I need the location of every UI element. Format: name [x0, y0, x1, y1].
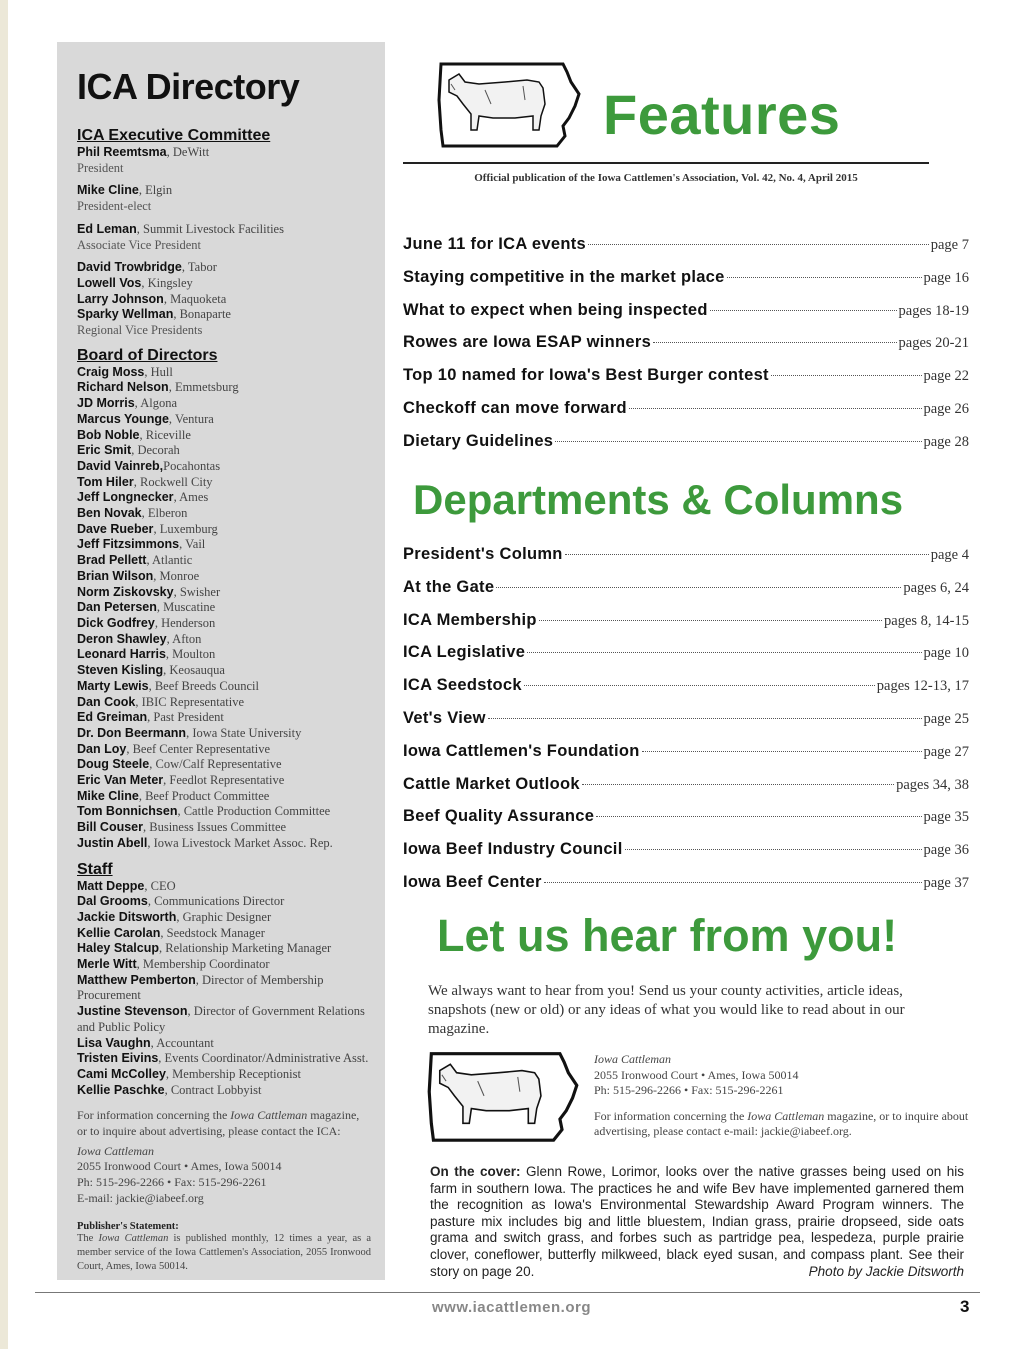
board-member-detail: , Decorah — [131, 443, 180, 458]
regional-vp — [77, 292, 371, 308]
board-member-name: Justin Abell — [77, 835, 148, 850]
board-member-detail: , Iowa State University — [186, 725, 302, 740]
board-member — [77, 365, 371, 381]
board-member-name: Craig Moss — [77, 364, 145, 379]
board-member-detail: , Rockwell City — [133, 474, 213, 489]
hear-from-you-text: We always want to hear from you! Send us your county activities, article ideas, snapshots (new or old) or any ideas of what you would like to read about in our magazine. — [428, 983, 905, 1037]
department-toc-row[interactable] — [403, 676, 969, 698]
regional-vp-name: David Trowbridge — [77, 260, 182, 275]
board-member-detail: , Iowa Livestock Market Assoc. Rep. — [147, 835, 333, 850]
feature-toc-row-page: pages 20-21 — [898, 335, 969, 352]
board-member — [77, 616, 371, 632]
staff-member — [77, 1004, 371, 1035]
feature-toc-row-page: pages 18-19 — [898, 302, 969, 319]
staff-member — [77, 1067, 371, 1083]
staff-member — [77, 1036, 371, 1052]
board-member-detail: , Keosauqua — [163, 663, 225, 678]
staff-member-name: Merle Witt — [77, 957, 137, 972]
feature-toc-row[interactable] — [403, 366, 969, 388]
board-member-name: Dave Rueber — [77, 521, 154, 536]
board-member-detail: , Beef Center Representative — [126, 741, 271, 756]
feature-toc-row-title: Top 10 named for Iowa's Best Burger contest — [403, 366, 769, 385]
board-member — [77, 695, 371, 711]
cover-label: On the cover: — [430, 1164, 521, 1179]
board-member-name: Eric Van Meter — [77, 773, 164, 788]
department-toc-row-title: ICA Seedstock — [403, 676, 522, 695]
department-toc-row[interactable] — [403, 807, 969, 829]
board-member-name: Dan Loy — [77, 741, 127, 756]
dot-leader — [588, 244, 929, 245]
board-member — [77, 537, 371, 553]
board-member-name: Tom Bonnichsen — [77, 804, 178, 819]
board-member — [77, 490, 371, 506]
dot-leader — [625, 849, 922, 850]
department-toc-row[interactable] — [403, 840, 969, 862]
staff-member-name: Dal Grooms — [77, 894, 148, 909]
executive-member — [77, 222, 371, 253]
page-number: 3 — [960, 1297, 970, 1316]
staff-member-name: Kellie Paschke — [77, 1082, 165, 1097]
staff-member-detail: , CEO — [144, 878, 176, 893]
staff-member-name: Matt Deppe — [77, 878, 145, 893]
dot-leader — [544, 882, 922, 883]
board-member-detail: , Cow/Calf Representative — [149, 757, 282, 772]
staff-member-detail: , Director of Government Relations and Public Policy — [77, 1004, 365, 1034]
staff-member-name: Jackie Ditsworth — [77, 909, 177, 924]
departments-title: Departments & Columns — [413, 476, 904, 523]
feature-toc-row[interactable] — [403, 301, 969, 323]
board-member — [77, 553, 371, 569]
dot-leader — [488, 718, 922, 719]
board-member — [77, 443, 371, 459]
board-member — [77, 396, 371, 412]
feature-toc-row-page: page 22 — [923, 368, 969, 385]
magazine-phone: Ph: 515-296-2266 • Fax: 515-296-2261 — [594, 1083, 784, 1097]
dot-leader — [524, 685, 875, 686]
executive-member — [77, 183, 371, 214]
board-member-name: Brad Pellett — [77, 553, 147, 568]
ica-directory-sidebar — [57, 42, 385, 1280]
board-member-detail: , Henderson — [154, 615, 216, 630]
staff-member-name: Cami McColley — [77, 1066, 166, 1081]
board-member — [77, 380, 371, 396]
board-member-detail: , Vail — [179, 537, 206, 552]
executive-member-name: Mike Cline — [77, 183, 139, 198]
board-member-detail: , Past President — [147, 710, 224, 725]
executive-member — [77, 145, 371, 176]
department-toc-row-title: Iowa Cattlemen's Foundation — [403, 741, 640, 760]
board-member-detail: , Monroe — [153, 568, 200, 583]
executive-member-name: Ed Leman — [77, 221, 137, 236]
department-toc-row-title: Vet's View — [403, 709, 486, 727]
board-member-detail: , Ames — [173, 490, 209, 505]
directory-title: ICA Directory — [77, 66, 300, 107]
department-toc-row-title: ICA Membership — [403, 610, 537, 629]
staff-member-name: Tristen Eivins — [77, 1051, 159, 1066]
footer-rule — [35, 1292, 980, 1293]
department-toc-row-page: page 27 — [923, 743, 969, 760]
board-member-detail: , Emmetsburg — [168, 380, 239, 395]
board-member-name: Eric Smit — [77, 443, 132, 458]
department-toc-row-title: Cattle Market Outlook — [403, 774, 580, 793]
page-edge-strip — [0, 0, 8, 1349]
board-member-name: Marty Lewis — [77, 678, 149, 693]
board-member-name: Doug Steele — [77, 757, 150, 772]
board-member-detail: , Luxemburg — [153, 521, 218, 536]
staff-member-name: Haley Stalcup — [77, 941, 159, 956]
feature-toc-row-title: Staying competitive in the market place — [403, 267, 725, 286]
official-publication-line: Official publication of the Iowa Cattlemen's Association, Vol. 42, No. 4, April 2015 — [474, 172, 858, 184]
board-member — [77, 647, 371, 663]
board-member — [77, 459, 371, 475]
regional-vp-detail: , Tabor — [181, 260, 217, 275]
board-member-name: David Vainreb, — [77, 458, 164, 473]
department-toc-row-title: At the Gate — [403, 577, 495, 596]
staff-member-detail: , Director of Membership Procurement — [77, 972, 324, 1003]
board-member — [77, 820, 371, 836]
iowa-cattle-logo-small-icon — [425, 1044, 581, 1152]
executive-member-detail: , Summit Livestock Facilities — [136, 221, 284, 236]
board-member-name: Marcus Younge — [77, 411, 169, 426]
feature-toc-row-title: Checkoff can move forward — [403, 399, 627, 417]
board-member-detail: , Feedlot Representative — [163, 773, 285, 788]
staff-member-detail: , Membership Coordinator — [136, 957, 270, 972]
regional-vp — [77, 260, 371, 276]
department-toc-row-page: page 10 — [923, 645, 969, 662]
board-member — [77, 412, 371, 428]
staff-member — [77, 1083, 371, 1099]
department-toc-row-page: pages 34, 38 — [896, 776, 969, 793]
staff-member — [77, 910, 371, 926]
board-member-name: Richard Nelson — [77, 380, 169, 395]
board-member-name: Bob Noble — [77, 427, 140, 442]
board-member — [77, 632, 371, 648]
board-member — [77, 710, 371, 726]
dot-leader — [496, 587, 901, 588]
staff-member-name: Lisa Vaughn — [77, 1035, 151, 1050]
board-member-name: Dick Godfrey — [77, 615, 155, 630]
staff-heading: Staff — [77, 860, 113, 878]
board-member — [77, 789, 371, 805]
staff-member — [77, 973, 371, 1004]
department-toc-row-title: Beef Quality Assurance — [403, 807, 595, 826]
feature-toc-row-page: page 28 — [923, 433, 969, 450]
dot-leader — [555, 441, 921, 442]
feature-toc-row-page: page 7 — [930, 237, 969, 253]
publisher-statement-heading: Publisher's Statement: — [77, 1220, 179, 1232]
board-member — [77, 663, 371, 679]
department-toc-row[interactable] — [403, 578, 969, 600]
regional-vp — [77, 307, 371, 323]
executive-committee-list — [77, 145, 371, 253]
staff-member-name: Kellie Carolan — [77, 925, 161, 940]
board-member-name: Dan Cook — [77, 694, 136, 709]
staff-member-detail: , Accountant — [150, 1035, 214, 1050]
dot-leader — [653, 342, 896, 343]
dot-leader — [771, 375, 922, 376]
executive-member-role: President — [77, 160, 124, 175]
executive-member-role: Associate Vice President — [77, 237, 201, 252]
executive-committee-heading: ICA Executive Committee — [77, 127, 271, 144]
feature-toc-row-title: Dietary Guidelines — [403, 431, 554, 450]
board-of-directors-heading: Board of Directors — [77, 346, 218, 364]
board-member — [77, 742, 371, 758]
regional-vp-detail: , Maquoketa — [163, 291, 227, 306]
dot-leader — [710, 310, 897, 311]
executive-member-detail: , Elgin — [138, 183, 173, 198]
board-member — [77, 569, 371, 585]
board-member-detail: , Ventura — [168, 411, 214, 426]
feature-toc-row[interactable] — [403, 333, 969, 355]
dot-leader — [596, 816, 921, 817]
board-member-detail: , Swisher — [173, 584, 221, 599]
board-member-detail: , Beef Breeds Council — [148, 678, 259, 693]
footer-url[interactable]: www.iacattlemen.org — [432, 1299, 591, 1316]
board-member-name: Ben Novak — [77, 506, 142, 521]
regional-vp-name: Sparky Wellman — [77, 307, 174, 322]
regional-vp — [77, 276, 371, 292]
board-member — [77, 522, 371, 538]
regional-vp-detail: , Bonaparte — [173, 307, 231, 322]
board-member — [77, 726, 371, 742]
feature-toc-row[interactable] — [403, 399, 969, 421]
department-toc-row-page: page 4 — [930, 547, 969, 563]
ica-contact-name: Iowa Cattleman — [77, 1143, 154, 1158]
board-member-detail: , Muscatine — [156, 600, 216, 615]
staff-member-detail: , Relationship Marketing Manager — [158, 941, 332, 956]
cover-text: Glenn Rowe, Lorimor, looks over the native grasses being used on his farm in southern Iowa. The practices he and wife Bev have implemented garnered them the recognition as Iowa's Environmental Stewardship Award Program winners. The pasture mix includes big and little bluestem, Indian grass, prairie dropseed, side oats grama and switch grass, and forbes such as partridge pea, lespedeza, purple prairie clover, coneflower, butterfly milkweed, black eyed susan, and compass plant. See their story on page 20. — [430, 1164, 964, 1279]
staff-member-detail: , Events Coordinator/Administrative Asst. — [158, 1051, 369, 1066]
ica-contact-info — [77, 1108, 371, 1206]
feature-toc-row-page: page 26 — [923, 401, 969, 417]
publisher-statement-text: The Iowa Cattleman is published monthly, 12 times a year, as a member service of the Iowa Cattlemen's Association, 2055 Ironwood Court, Ames, Iowa 50014. — [77, 1232, 371, 1272]
department-toc-row-page: page 37 — [923, 875, 969, 891]
board-member-name: Brian Wilson — [77, 568, 154, 583]
ica-contact-address: 2055 Ironwood Court • Ames, Iowa 50014 — [77, 1159, 282, 1174]
staff-member — [77, 894, 371, 910]
department-toc-row[interactable] — [403, 873, 969, 895]
executive-member-name: Phil Reemtsma — [77, 145, 167, 159]
dot-leader — [582, 784, 894, 785]
department-toc-row[interactable] — [403, 742, 969, 764]
department-toc-row-page: pages 12-13, 17 — [876, 678, 969, 695]
features-title: Features — [603, 83, 841, 146]
staff-member-detail: , Seedstock Manager — [160, 925, 265, 940]
board-member-detail: , Business Issues Committee — [143, 820, 287, 835]
department-toc-row[interactable] — [403, 643, 969, 665]
feature-toc-row[interactable] — [403, 235, 969, 257]
dot-leader — [642, 751, 922, 752]
staff-member-detail: , Membership Receptionist — [165, 1066, 301, 1081]
board-member-name: Dan Petersen — [77, 600, 157, 615]
board-member-name: Bill Couser — [77, 820, 143, 835]
board-member — [77, 773, 371, 789]
board-member-name: Dr. Don Beermann — [77, 725, 187, 740]
executive-member-role: President-elect — [77, 199, 152, 214]
dot-leader — [727, 277, 922, 278]
staff-member-name: Justine Stevenson — [77, 1004, 188, 1019]
board-member — [77, 804, 371, 820]
board-member-detail: Pocahontas — [163, 458, 221, 473]
board-member-detail: , Hull — [144, 364, 173, 379]
staff-member — [77, 879, 371, 895]
board-member-detail: , Beef Product Committee — [138, 788, 270, 803]
board-member — [77, 757, 371, 773]
board-member-detail: , Riceville — [139, 427, 191, 442]
header-rule — [403, 162, 929, 164]
staff-member — [77, 1051, 371, 1067]
ica-contact-phone: Ph: 515-296-2266 • Fax: 515-296-2261 — [77, 1175, 267, 1190]
board-member-name: Ed Greiman — [77, 710, 148, 725]
department-toc-row-title: ICA Legislative — [403, 643, 526, 662]
department-toc-row-title: Iowa Beef Center — [403, 873, 542, 891]
regional-vp-group — [77, 260, 371, 339]
department-toc-row-page: page 36 — [923, 842, 969, 859]
board-of-directors-list — [77, 365, 371, 852]
department-toc-row-title: President's Column — [403, 545, 563, 563]
staff-member-detail: , Contract Lobbyist — [164, 1082, 262, 1097]
dot-leader — [527, 652, 921, 653]
department-toc-row[interactable] — [403, 545, 969, 567]
board-member-name: Deron Shawley — [77, 631, 167, 646]
photo-credit: Photo by Jackie Ditsworth — [808, 1263, 964, 1279]
board-member-name: Tom Hiler — [77, 474, 134, 489]
staff-member — [77, 926, 371, 942]
board-member-name: Mike Cline — [77, 788, 139, 803]
regional-vp-name: Lowell Vos — [77, 275, 142, 290]
staff-member — [77, 957, 371, 973]
board-member-name: Steven Kisling — [77, 663, 164, 678]
board-member — [77, 428, 371, 444]
board-member-name: Leonard Harris — [77, 647, 166, 662]
department-toc-row-page: pages 8, 14-15 — [884, 612, 969, 629]
board-member — [77, 679, 371, 695]
executive-member-detail: , DeWitt — [166, 145, 210, 159]
board-member — [77, 836, 371, 852]
board-member-detail: , Atlantic — [146, 553, 193, 568]
board-member-name: JD Morris — [77, 396, 135, 411]
magazine-address: 2055 Ironwood Court • Ames, Iowa 50014 — [594, 1067, 799, 1082]
feature-toc-row-title: Rowes are Iowa ESAP winners — [403, 333, 652, 352]
magazine-contact-info: For information concerning the Iowa Cattleman magazine, or to inquire about advertising, please contact e-mail: jackie@iabeef.org. — [594, 1108, 969, 1138]
staff-member-detail: , Communications Director — [147, 894, 285, 909]
magazine-name: Iowa Cattleman — [594, 1052, 671, 1066]
ica-contact-email: E-mail: jackie@iabeef.org — [77, 1190, 204, 1205]
board-member — [77, 506, 371, 522]
department-toc-row-page: pages 6, 24 — [903, 579, 969, 596]
iowa-cattle-logo-icon — [435, 60, 583, 152]
board-member-name: Jeff Fitzsimmons — [77, 537, 180, 552]
board-member-detail: , Elberon — [141, 506, 188, 521]
magazine-contact-block — [594, 1052, 969, 1140]
regional-vp-role: Regional Vice Presidents — [77, 323, 203, 338]
staff-member-detail: , Graphic Designer — [176, 909, 272, 924]
dot-leader — [539, 620, 882, 621]
cover-caption — [430, 1164, 964, 1280]
feature-toc-row-title: What to expect when being inspected — [403, 300, 708, 319]
department-toc-row-page: page 35 — [923, 809, 969, 826]
board-member-detail: , Cattle Production Committee — [177, 804, 331, 819]
staff-member — [77, 941, 371, 957]
feature-toc-row-page: page 16 — [923, 269, 969, 286]
dot-leader — [629, 408, 922, 409]
regional-vp-detail: , Kingsley — [141, 275, 193, 290]
department-toc-row[interactable] — [403, 709, 969, 731]
board-member-detail: , Algona — [134, 396, 178, 411]
board-member-detail: , IBIC Representative — [135, 694, 244, 709]
board-member — [77, 475, 371, 491]
board-member-name: Norm Ziskovsky — [77, 584, 174, 599]
feature-toc-row[interactable] — [403, 432, 969, 454]
department-toc-row[interactable] — [403, 611, 969, 633]
hear-from-you-title: Let us hear from you! — [437, 910, 898, 961]
board-member-detail: , Afton — [166, 631, 202, 646]
board-member — [77, 585, 371, 601]
feature-toc-row-title: June 11 for ICA events — [403, 235, 586, 253]
department-toc-row-page: page 25 — [923, 711, 969, 727]
ica-contact-intro: For information concerning the Iowa Cattleman magazine, or to inquire about advertising, please contact the ICA: — [77, 1108, 360, 1139]
department-toc-row-title: Iowa Beef Industry Council — [403, 840, 623, 859]
feature-toc-row[interactable] — [403, 268, 969, 290]
staff-member-name: Matthew Pemberton — [77, 972, 196, 987]
board-member-name: Jeff Longnecker — [77, 490, 174, 505]
dot-leader — [565, 554, 929, 555]
board-member-detail: , Moulton — [165, 647, 216, 662]
regional-vp-name: Larry Johnson — [77, 291, 164, 306]
department-toc-row[interactable] — [403, 775, 969, 797]
staff-list — [77, 879, 371, 1099]
board-member — [77, 600, 371, 616]
